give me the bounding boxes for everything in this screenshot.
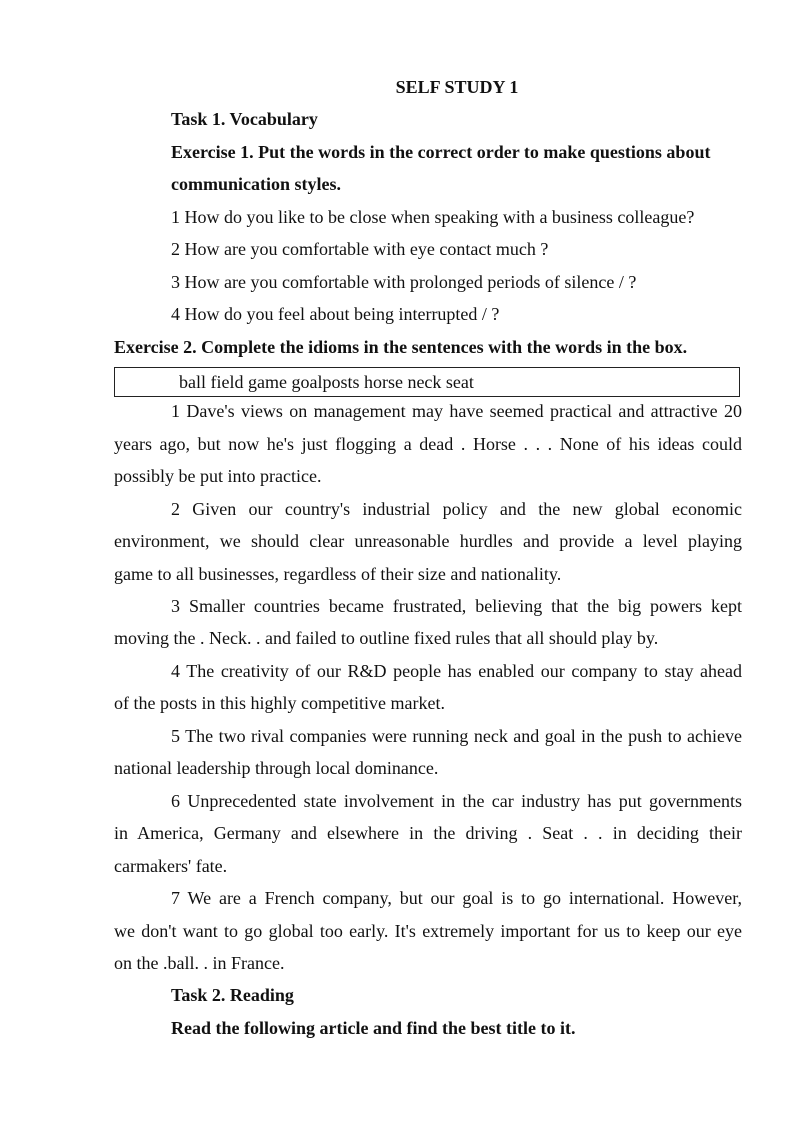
exercise1-heading-cont: communication styles. bbox=[171, 174, 341, 194]
page-title: SELF STUDY 1 bbox=[395, 77, 519, 97]
task1-heading: Task 1. Vocabulary bbox=[171, 109, 318, 129]
exercise2-line: 4 The creativity of our R&D people has enabled our company to stay ahead bbox=[171, 661, 742, 681]
exercise2-heading: Exercise 2. Complete the idioms in the sentences with the words in the box. bbox=[114, 337, 688, 357]
exercise2-line: 1 Dave's views on management may have seemed practical and attractive 20 bbox=[171, 401, 742, 421]
exercise2-line: moving the . Neck. . and failed to outline fixed rules that all should play by. bbox=[114, 628, 659, 648]
exercise2-line: on the .ball. . in France. bbox=[114, 953, 285, 973]
task2-heading: Task 2. Reading bbox=[171, 985, 294, 1005]
exercise2-line: years ago, but now he's just flogging a dead . Horse . . . None of his ideas could bbox=[114, 434, 742, 454]
exercise2-line: 2 Given our country's industrial policy and the new global economic bbox=[171, 499, 742, 519]
word-box bbox=[114, 367, 740, 397]
exercise2-line: of the posts in this highly competitive market. bbox=[114, 693, 445, 713]
task2-instruction: Read the following article and find the best title to it. bbox=[171, 1018, 576, 1038]
exercise2-line: we don't want to go global too early. It's extremely important for us to keep our eye bbox=[114, 921, 742, 941]
exercise2-line: 5 The two rival companies were running neck and goal in the push to achieve bbox=[171, 726, 742, 746]
exercise2-line: carmakers' fate. bbox=[114, 856, 228, 876]
exercise1-heading: Exercise 1. Put the words in the correct order to make questions about bbox=[171, 142, 711, 162]
exercise2-line: game to all businesses, regardless of their size and nationality. bbox=[114, 564, 562, 584]
exercise1-item: 3 How are you comfortable with prolonged periods of silence / ? bbox=[171, 272, 637, 292]
exercise1-item: 2 How are you comfortable with eye contact much ? bbox=[171, 239, 549, 259]
exercise2-line: 7 We are a French company, but our goal is to go international. However, bbox=[171, 888, 742, 908]
exercise2-line: 6 Unprecedented state involvement in the car industry has put governments bbox=[171, 791, 742, 811]
word-box-text: ball field game goalposts horse neck seat bbox=[179, 372, 474, 392]
exercise2-line: national leadership through local dominance. bbox=[114, 758, 439, 778]
exercise2-line: possibly be put into practice. bbox=[114, 466, 322, 486]
exercise2-line: environment, we should clear unreasonable hurdles and provide a level playing bbox=[114, 531, 742, 551]
exercise2-line: in America, Germany and elsewhere in the driving . Seat . . in deciding their bbox=[114, 823, 742, 843]
exercise1-item: 1 How do you like to be close when speaking with a business colleague? bbox=[171, 207, 695, 227]
exercise2-line: 3 Smaller countries became frustrated, believing that the big powers kept bbox=[171, 596, 742, 616]
exercise1-item: 4 How do you feel about being interrupted / ? bbox=[171, 304, 500, 324]
